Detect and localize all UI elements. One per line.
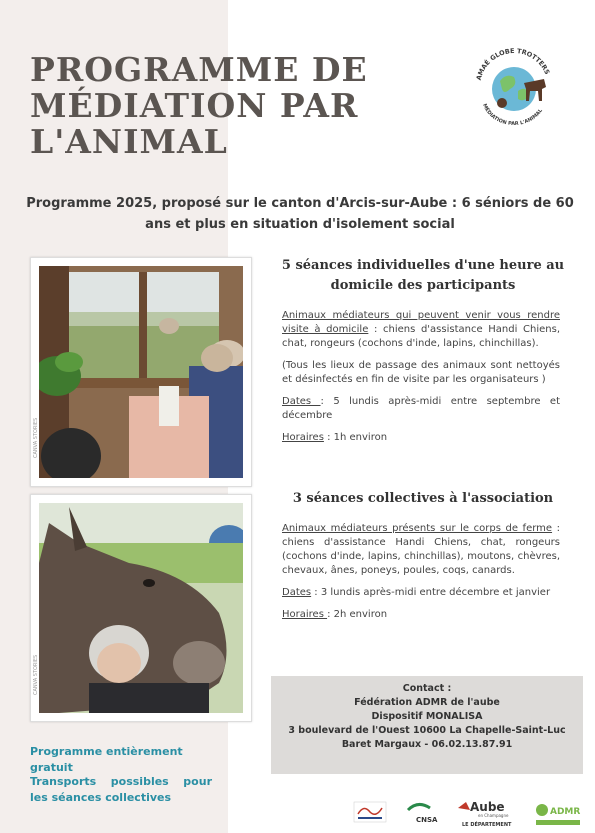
section2-body (282, 522, 560, 630)
section2-dates-label: Dates (282, 587, 312, 598)
partner-logos (352, 798, 584, 828)
photo-senior-with-dog-image (39, 266, 243, 478)
section1-title-line-2: domicile des participants (330, 278, 516, 293)
section1-dates-paragraph (282, 395, 560, 423)
photo-man-with-donkey-image (39, 503, 243, 713)
contact-federation: Fédération ADMR de l'aube (354, 697, 500, 708)
section2-animals-label: Animaux médiateurs présents sur le corps de ferme (282, 523, 553, 534)
contact-heading: Contact : (402, 683, 452, 694)
svg-text:CANVA STORIES: CANVA STORIES (33, 654, 39, 695)
title-line-2: MÉDIATION PAR (30, 86, 359, 125)
section1-body (282, 309, 560, 453)
section1-hours-label: Horaires (282, 432, 324, 443)
aube-text: Aube (470, 800, 505, 814)
photo1-side-caption (32, 278, 39, 468)
aube-dept-text: LE DÉPARTEMENT (462, 822, 512, 828)
title-line-3: L'ANIMAL (30, 122, 228, 161)
section1-title (278, 256, 568, 296)
section2-animals-text: : chiens d'assistance Handi Chiens, chat, rongeurs (cochons d'inde, lapins, chinchillas), moutons, chèvres, chevaux, ânes, poneys, poules, coqs, canards. (282, 523, 560, 576)
section1-hygiene-paragraph: (Tous les lieux de passage des animaux sont nettoyés et désinfectés en fin de visite par les organisateurs ) (282, 360, 560, 385)
program-subtitle (20, 193, 580, 235)
contact-address: 3 boulevard de l'Ouest 10600 La Chapelle-Saint-Luc (288, 725, 566, 736)
contact-box (271, 676, 583, 774)
aube-department-logo (456, 798, 516, 828)
aube-sub-text: en Champagne (478, 813, 509, 818)
section1-dates-text: : 5 lundis après-midi entre septembre et décembre (282, 396, 560, 421)
photo-senior-with-dog (30, 257, 252, 487)
page-title (30, 52, 390, 160)
section2-animals-paragraph (282, 522, 560, 578)
section1-title-line-1: 5 séances individuelles d'une heure au (281, 258, 565, 273)
section2-title: 3 séances collectives à l'association (292, 491, 554, 506)
section1-dates-label: Dates (282, 396, 321, 407)
amae-globe-trotters-logo (466, 45, 562, 125)
contact-dispositif: Dispositif MONALISA (371, 711, 483, 722)
section1-hours-text: : 1h environ (323, 432, 388, 443)
svg-text:CANVA STORIES: CANVA STORIES (33, 417, 39, 458)
section2-hours-label: Horaires (282, 609, 328, 620)
section1-animals-label: Animaux médiateurs qui peuvent venir vous rendre visite à domicile (282, 310, 560, 335)
photo-man-with-donkey (30, 494, 252, 722)
photo2-side-caption (32, 515, 39, 705)
contact-phone[interactable]: Baret Margaux - 06.02.13.87.91 (341, 739, 513, 750)
section2-hours-paragraph (282, 608, 560, 622)
monalisa-logo (352, 798, 388, 828)
section1-hours-paragraph (282, 431, 560, 445)
admr-text: ADMR (550, 807, 581, 817)
section1-animals-text: : chiens d'assistance Handi Chiens, chat, rongeurs (cochons d'inde, lapins, chinchillas). (282, 324, 560, 349)
transport-note: Transports possibles pour les séances collectives (30, 775, 212, 804)
logo-top-text: AMAÉ GLOBE TROTTERS (474, 46, 552, 82)
section2-dates-paragraph (282, 586, 560, 600)
subtitle-line-1: Programme 2025, proposé sur le canton d'Arcis-sur-Aube : 6 séniors de 60 (26, 196, 574, 211)
free-program-note: Programme entièrement gratuit (30, 745, 183, 774)
title-line-1: PROGRAMME DE (30, 50, 368, 89)
subtitle-line-2: ans et plus en situation d'isolement social (145, 217, 455, 232)
logo-bottom-text: MÉDIATION PAR L'ANIMAL (481, 102, 544, 125)
section1-animals-paragraph (282, 309, 560, 351)
admr-logo (532, 798, 582, 828)
cnsa-text: CNSA (416, 816, 438, 824)
cnsa-logo (404, 798, 440, 828)
section2-dates-text: : 3 lundis après-midi entre décembre et janvier (311, 587, 551, 598)
section2-hours-text: : 2h environ (327, 609, 388, 620)
